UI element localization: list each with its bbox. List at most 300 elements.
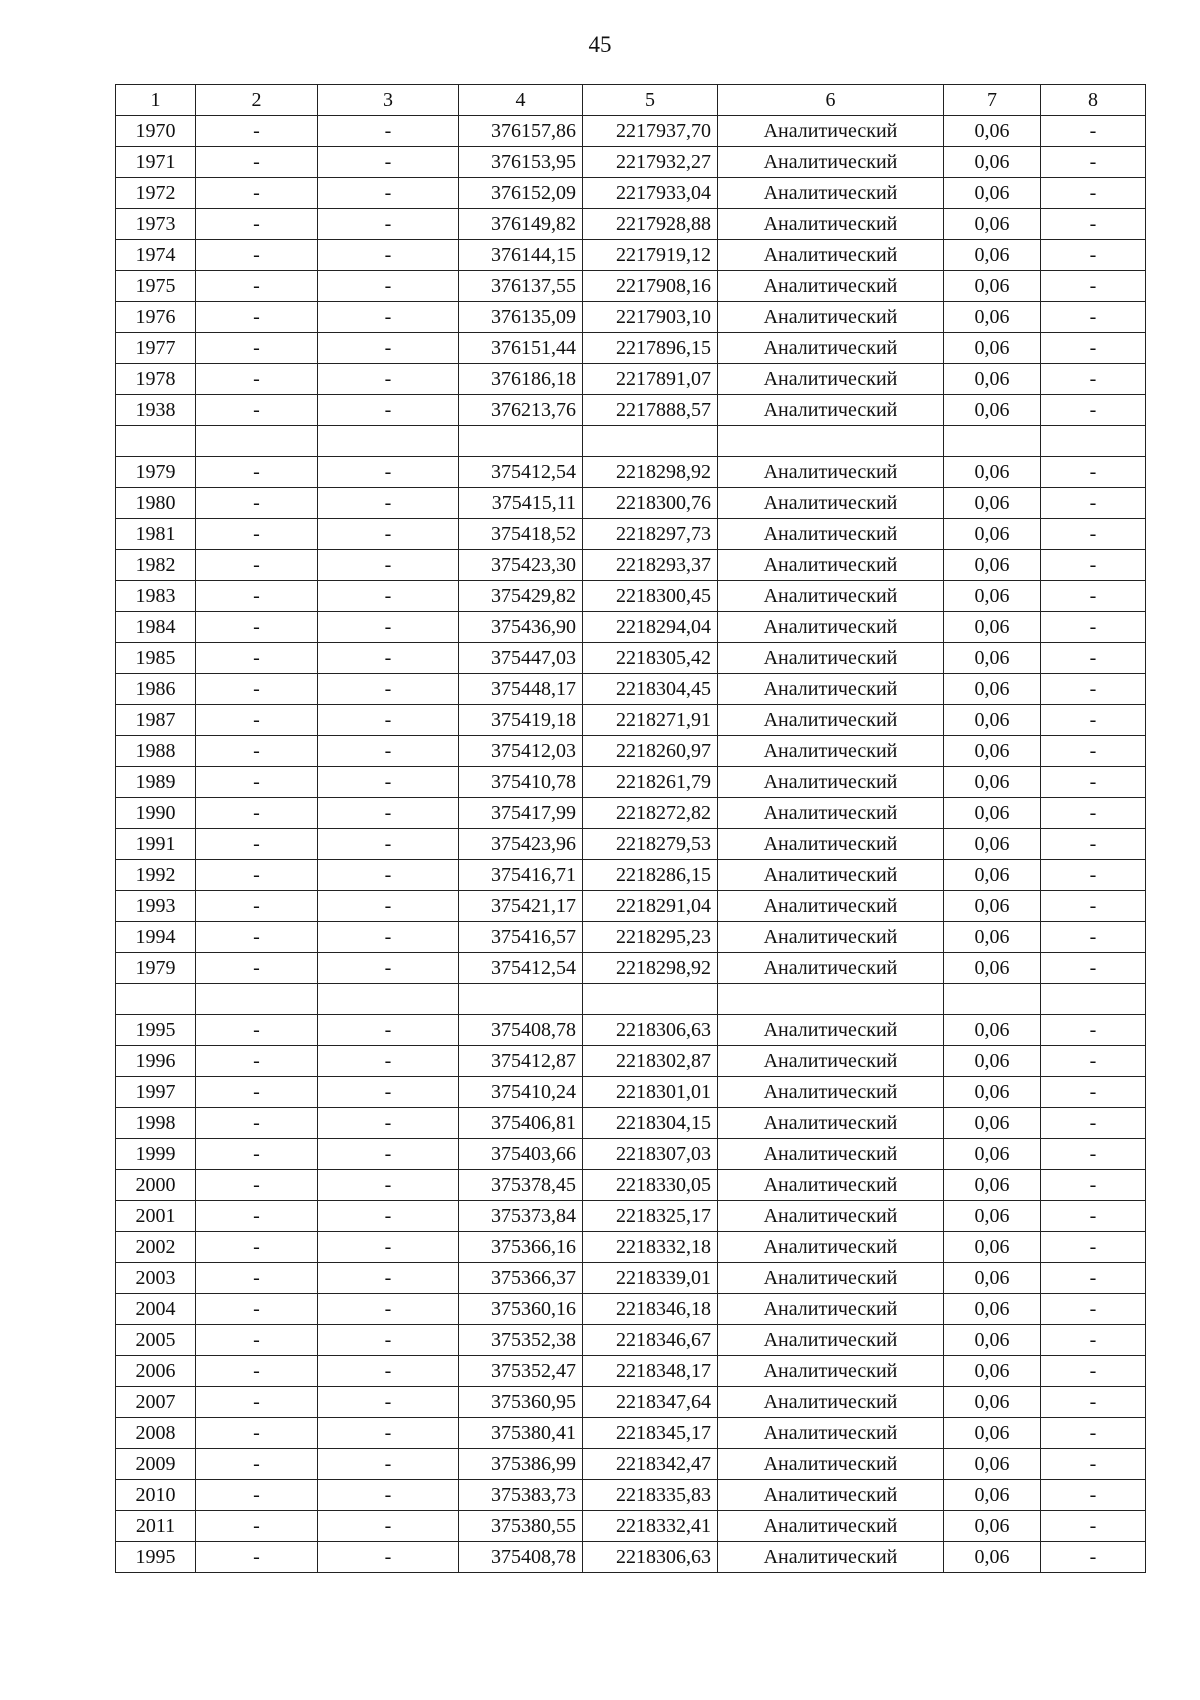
table-cell: - bbox=[318, 1542, 459, 1573]
table-cell: 1995 bbox=[116, 1542, 196, 1573]
table-cell: 1977 bbox=[116, 333, 196, 364]
table-cell: 375383,73 bbox=[459, 1480, 583, 1511]
table-cell: 375417,99 bbox=[459, 798, 583, 829]
table-cell: 1979 bbox=[116, 457, 196, 488]
table-cell: 2217937,70 bbox=[583, 116, 718, 147]
table-cell: 0,06 bbox=[944, 333, 1041, 364]
table-cell: - bbox=[196, 581, 318, 612]
table-cell: Аналитический bbox=[718, 860, 944, 891]
table-cell: Аналитический bbox=[718, 240, 944, 271]
table-cell: - bbox=[1041, 333, 1146, 364]
table-row bbox=[116, 736, 1146, 767]
table-cell: - bbox=[1041, 116, 1146, 147]
table-cell: - bbox=[318, 829, 459, 860]
table-cell: - bbox=[196, 1356, 318, 1387]
table-cell: 375416,57 bbox=[459, 922, 583, 953]
table-cell: 0,06 bbox=[944, 1015, 1041, 1046]
table-cell: 375448,17 bbox=[459, 674, 583, 705]
table-cell: - bbox=[1041, 147, 1146, 178]
table-cell: 1984 bbox=[116, 612, 196, 643]
table-cell: - bbox=[318, 674, 459, 705]
table-cell: - bbox=[196, 767, 318, 798]
table-cell: - bbox=[196, 519, 318, 550]
table-cell: 375423,30 bbox=[459, 550, 583, 581]
table-cell: Аналитический bbox=[718, 488, 944, 519]
table-row bbox=[116, 240, 1146, 271]
table-cell: - bbox=[196, 550, 318, 581]
table-cell: 1986 bbox=[116, 674, 196, 705]
table-cell: 375412,54 bbox=[459, 457, 583, 488]
table-cell: - bbox=[318, 240, 459, 271]
table-cell: 1998 bbox=[116, 1108, 196, 1139]
table-cell: - bbox=[1041, 302, 1146, 333]
table-cell: 375421,17 bbox=[459, 891, 583, 922]
table-cell: 375352,38 bbox=[459, 1325, 583, 1356]
table-cell: Аналитический bbox=[718, 302, 944, 333]
table-cell: 0,06 bbox=[944, 364, 1041, 395]
table-cell: Аналитический bbox=[718, 550, 944, 581]
table-cell: 1995 bbox=[116, 1015, 196, 1046]
table-cell: - bbox=[1041, 922, 1146, 953]
table-cell: Аналитический bbox=[718, 705, 944, 736]
table-cell: 375418,52 bbox=[459, 519, 583, 550]
table-cell: 1980 bbox=[116, 488, 196, 519]
table-cell: 2218294,04 bbox=[583, 612, 718, 643]
table-cell bbox=[116, 984, 196, 1015]
table-cell: Аналитический bbox=[718, 798, 944, 829]
table-cell: - bbox=[318, 612, 459, 643]
table-cell: 1938 bbox=[116, 395, 196, 426]
table-cell: 2217919,12 bbox=[583, 240, 718, 271]
table-cell: 0,06 bbox=[944, 891, 1041, 922]
table-cell: 375447,03 bbox=[459, 643, 583, 674]
table-cell: - bbox=[196, 922, 318, 953]
table-cell: - bbox=[196, 271, 318, 302]
table-cell: 0,06 bbox=[944, 705, 1041, 736]
table-cell: 0,06 bbox=[944, 271, 1041, 302]
table-cell: Аналитический bbox=[718, 736, 944, 767]
table-cell: 376152,09 bbox=[459, 178, 583, 209]
table-row bbox=[116, 302, 1146, 333]
table-cell bbox=[1041, 984, 1146, 1015]
table-cell: - bbox=[318, 798, 459, 829]
table-cell: Аналитический bbox=[718, 953, 944, 984]
table-cell: Аналитический bbox=[718, 395, 944, 426]
table-cell: 2003 bbox=[116, 1263, 196, 1294]
table-cell: 2218346,18 bbox=[583, 1294, 718, 1325]
table-cell: Аналитический bbox=[718, 581, 944, 612]
table-cell: - bbox=[318, 1480, 459, 1511]
column-header: 1 bbox=[116, 85, 196, 116]
table-row bbox=[116, 1201, 1146, 1232]
table-cell: - bbox=[1041, 1015, 1146, 1046]
table-cell: Аналитический bbox=[718, 1108, 944, 1139]
table-cell: - bbox=[196, 488, 318, 519]
table-cell: 2217888,57 bbox=[583, 395, 718, 426]
table-cell: 375408,78 bbox=[459, 1542, 583, 1573]
table-row bbox=[116, 209, 1146, 240]
table-cell: - bbox=[1041, 891, 1146, 922]
table-cell: 0,06 bbox=[944, 550, 1041, 581]
table-row bbox=[116, 1511, 1146, 1542]
table-cell: - bbox=[196, 953, 318, 984]
table-cell: - bbox=[196, 1325, 318, 1356]
table-cell: 2218286,15 bbox=[583, 860, 718, 891]
table-cell: 0,06 bbox=[944, 178, 1041, 209]
table-cell: - bbox=[1041, 209, 1146, 240]
column-header: 5 bbox=[583, 85, 718, 116]
table-cell: 375352,47 bbox=[459, 1356, 583, 1387]
table-cell: Аналитический bbox=[718, 1325, 944, 1356]
table-cell: - bbox=[1041, 767, 1146, 798]
column-header: 3 bbox=[318, 85, 459, 116]
table-cell: 0,06 bbox=[944, 1480, 1041, 1511]
table-cell bbox=[196, 984, 318, 1015]
table-cell: 2010 bbox=[116, 1480, 196, 1511]
table-cell: 2218302,87 bbox=[583, 1046, 718, 1077]
table-cell: 1975 bbox=[116, 271, 196, 302]
table-row bbox=[116, 147, 1146, 178]
table-cell: 1983 bbox=[116, 581, 196, 612]
table-cell: - bbox=[318, 178, 459, 209]
table-cell: 2006 bbox=[116, 1356, 196, 1387]
table-cell: 0,06 bbox=[944, 1387, 1041, 1418]
table-cell: 1988 bbox=[116, 736, 196, 767]
table-cell: - bbox=[1041, 1511, 1146, 1542]
table-cell: - bbox=[318, 147, 459, 178]
table-row bbox=[116, 705, 1146, 736]
table-cell: 2218298,92 bbox=[583, 457, 718, 488]
table-cell: - bbox=[196, 1480, 318, 1511]
table-cell: - bbox=[196, 736, 318, 767]
table-cell: 1976 bbox=[116, 302, 196, 333]
table-cell bbox=[116, 426, 196, 457]
table-cell: 0,06 bbox=[944, 1263, 1041, 1294]
table-row bbox=[116, 519, 1146, 550]
table-cell: Аналитический bbox=[718, 1201, 944, 1232]
column-header: 2 bbox=[196, 85, 318, 116]
table-cell: 375410,78 bbox=[459, 767, 583, 798]
table-cell: 0,06 bbox=[944, 1077, 1041, 1108]
column-header: 7 bbox=[944, 85, 1041, 116]
table-cell: 375373,84 bbox=[459, 1201, 583, 1232]
table-cell: 375412,87 bbox=[459, 1046, 583, 1077]
table-row bbox=[116, 1387, 1146, 1418]
table-cell: 0,06 bbox=[944, 116, 1041, 147]
table-cell: 2218335,83 bbox=[583, 1480, 718, 1511]
table-cell bbox=[318, 984, 459, 1015]
table-cell: 2217928,88 bbox=[583, 209, 718, 240]
table-cell: - bbox=[196, 612, 318, 643]
table-cell: - bbox=[196, 116, 318, 147]
table-cell: 376153,95 bbox=[459, 147, 583, 178]
table-cell: - bbox=[196, 395, 318, 426]
table-cell: - bbox=[1041, 240, 1146, 271]
table-cell: - bbox=[318, 333, 459, 364]
table-cell: - bbox=[318, 1325, 459, 1356]
table-cell: Аналитический bbox=[718, 147, 944, 178]
table-cell: 2218305,42 bbox=[583, 643, 718, 674]
table-cell: 0,06 bbox=[944, 1356, 1041, 1387]
table-cell: 1989 bbox=[116, 767, 196, 798]
table-cell: Аналитический bbox=[718, 1356, 944, 1387]
table-cell: - bbox=[1041, 953, 1146, 984]
table-row bbox=[116, 1294, 1146, 1325]
table-cell: Аналитический bbox=[718, 1263, 944, 1294]
table-row bbox=[116, 674, 1146, 705]
table-row bbox=[116, 364, 1146, 395]
table-cell: - bbox=[196, 178, 318, 209]
table-cell: - bbox=[1041, 1046, 1146, 1077]
table-cell: 1973 bbox=[116, 209, 196, 240]
table-header bbox=[116, 85, 1146, 116]
table-cell: Аналитический bbox=[718, 1511, 944, 1542]
table-cell: - bbox=[318, 1263, 459, 1294]
table-row bbox=[116, 798, 1146, 829]
table-cell: - bbox=[1041, 643, 1146, 674]
table-cell: Аналитический bbox=[718, 1046, 944, 1077]
table-cell: 0,06 bbox=[944, 302, 1041, 333]
table-cell: 1982 bbox=[116, 550, 196, 581]
table-cell: Аналитический bbox=[718, 1418, 944, 1449]
table-cell: 2218347,64 bbox=[583, 1387, 718, 1418]
table-cell: Аналитический bbox=[718, 767, 944, 798]
table-cell: Аналитический bbox=[718, 1170, 944, 1201]
table-cell: 0,06 bbox=[944, 1139, 1041, 1170]
table-cell: - bbox=[1041, 612, 1146, 643]
table-cell: 375406,81 bbox=[459, 1108, 583, 1139]
table-cell: Аналитический bbox=[718, 457, 944, 488]
table-cell: - bbox=[318, 736, 459, 767]
table-cell: 375412,54 bbox=[459, 953, 583, 984]
table-cell: - bbox=[318, 364, 459, 395]
table-cell: 2217932,27 bbox=[583, 147, 718, 178]
table-cell: 2218300,45 bbox=[583, 581, 718, 612]
table-cell: 0,06 bbox=[944, 922, 1041, 953]
table-cell: 0,06 bbox=[944, 457, 1041, 488]
table-body bbox=[116, 116, 1146, 1573]
table-row bbox=[116, 891, 1146, 922]
table-cell: - bbox=[1041, 271, 1146, 302]
table-row bbox=[116, 1418, 1146, 1449]
table-cell: 375408,78 bbox=[459, 1015, 583, 1046]
table-cell: - bbox=[1041, 581, 1146, 612]
coordinates-table bbox=[115, 84, 1146, 1573]
table-cell: 2005 bbox=[116, 1325, 196, 1356]
table-cell: - bbox=[318, 519, 459, 550]
table-row bbox=[116, 116, 1146, 147]
table-cell: Аналитический bbox=[718, 922, 944, 953]
table-cell bbox=[944, 426, 1041, 457]
table-cell: Аналитический bbox=[718, 829, 944, 860]
table-cell: - bbox=[318, 705, 459, 736]
table-cell: 0,06 bbox=[944, 581, 1041, 612]
table-cell: 2004 bbox=[116, 1294, 196, 1325]
table-cell: 2218339,01 bbox=[583, 1263, 718, 1294]
table-cell: 375378,45 bbox=[459, 1170, 583, 1201]
table-cell bbox=[1041, 426, 1146, 457]
table-cell: - bbox=[196, 674, 318, 705]
table-cell: 1985 bbox=[116, 643, 196, 674]
table-cell: 2218295,23 bbox=[583, 922, 718, 953]
table-row bbox=[116, 1046, 1146, 1077]
table-cell: - bbox=[1041, 1108, 1146, 1139]
table-row bbox=[116, 1325, 1146, 1356]
table-cell: 0,06 bbox=[944, 1542, 1041, 1573]
table-cell: 376213,76 bbox=[459, 395, 583, 426]
table-cell: 0,06 bbox=[944, 395, 1041, 426]
table-cell: - bbox=[318, 1046, 459, 1077]
table-cell: 0,06 bbox=[944, 798, 1041, 829]
table-cell: Аналитический bbox=[718, 1387, 944, 1418]
table-cell: - bbox=[318, 1294, 459, 1325]
table-cell: 375366,16 bbox=[459, 1232, 583, 1263]
table-cell: - bbox=[196, 302, 318, 333]
table-cell: - bbox=[196, 1263, 318, 1294]
table-cell: 2218345,17 bbox=[583, 1418, 718, 1449]
table-cell: - bbox=[318, 1356, 459, 1387]
table-cell: 376137,55 bbox=[459, 271, 583, 302]
table-cell: - bbox=[196, 1232, 318, 1263]
table-cell: 2218348,17 bbox=[583, 1356, 718, 1387]
separator-row bbox=[116, 426, 1146, 457]
table-cell: 2218330,05 bbox=[583, 1170, 718, 1201]
table-cell: 375436,90 bbox=[459, 612, 583, 643]
table-cell: 375410,24 bbox=[459, 1077, 583, 1108]
table-cell: - bbox=[318, 457, 459, 488]
table-cell: Аналитический bbox=[718, 891, 944, 922]
table-cell: 2218272,82 bbox=[583, 798, 718, 829]
table-cell: 1970 bbox=[116, 116, 196, 147]
table-cell: 2218304,15 bbox=[583, 1108, 718, 1139]
table-cell: 0,06 bbox=[944, 860, 1041, 891]
table-cell bbox=[459, 984, 583, 1015]
table-cell: Аналитический bbox=[718, 364, 944, 395]
table-row bbox=[116, 1108, 1146, 1139]
table-cell: 2001 bbox=[116, 1201, 196, 1232]
table-cell: 376186,18 bbox=[459, 364, 583, 395]
table-cell: - bbox=[196, 240, 318, 271]
table-cell: 1971 bbox=[116, 147, 196, 178]
table-cell: - bbox=[196, 1511, 318, 1542]
table-cell: - bbox=[318, 953, 459, 984]
table-cell: 2218298,92 bbox=[583, 953, 718, 984]
table-cell: - bbox=[318, 1232, 459, 1263]
table-cell: 0,06 bbox=[944, 736, 1041, 767]
table-cell: - bbox=[318, 1201, 459, 1232]
table-cell: 2218307,03 bbox=[583, 1139, 718, 1170]
table-cell: 2009 bbox=[116, 1449, 196, 1480]
table-cell: 375386,99 bbox=[459, 1449, 583, 1480]
table-cell: Аналитический bbox=[718, 209, 944, 240]
table-cell: 0,06 bbox=[944, 519, 1041, 550]
table-cell: - bbox=[196, 1015, 318, 1046]
column-header: 4 bbox=[459, 85, 583, 116]
separator-row bbox=[116, 984, 1146, 1015]
table-cell: 2217891,07 bbox=[583, 364, 718, 395]
table-cell: 0,06 bbox=[944, 1449, 1041, 1480]
table-cell: 2011 bbox=[116, 1511, 196, 1542]
column-header: 8 bbox=[1041, 85, 1146, 116]
table-cell: Аналитический bbox=[718, 1542, 944, 1573]
table-cell: 375403,66 bbox=[459, 1139, 583, 1170]
table-cell bbox=[718, 426, 944, 457]
table-cell: - bbox=[196, 705, 318, 736]
table-cell: 2218304,45 bbox=[583, 674, 718, 705]
table-cell: - bbox=[1041, 829, 1146, 860]
table-row bbox=[116, 767, 1146, 798]
table-cell: - bbox=[196, 1387, 318, 1418]
table-cell: 1994 bbox=[116, 922, 196, 953]
table-cell: 2217933,04 bbox=[583, 178, 718, 209]
table-row bbox=[116, 922, 1146, 953]
table-cell: 1974 bbox=[116, 240, 196, 271]
table-cell: 1979 bbox=[116, 953, 196, 984]
table-row bbox=[116, 1077, 1146, 1108]
table-row bbox=[116, 860, 1146, 891]
table-cell: 375380,41 bbox=[459, 1418, 583, 1449]
table-cell: 2217908,16 bbox=[583, 271, 718, 302]
table-cell: - bbox=[318, 1077, 459, 1108]
table-cell: 0,06 bbox=[944, 1418, 1041, 1449]
table-cell: - bbox=[196, 1046, 318, 1077]
table-cell: 0,06 bbox=[944, 829, 1041, 860]
table-cell: - bbox=[196, 829, 318, 860]
table-cell: 0,06 bbox=[944, 1511, 1041, 1542]
table-cell: 375380,55 bbox=[459, 1511, 583, 1542]
table-cell: Аналитический bbox=[718, 178, 944, 209]
table-cell: 1997 bbox=[116, 1077, 196, 1108]
table-cell: - bbox=[196, 333, 318, 364]
table-cell: Аналитический bbox=[718, 519, 944, 550]
table-cell: - bbox=[1041, 798, 1146, 829]
table-cell: 0,06 bbox=[944, 147, 1041, 178]
table-cell: - bbox=[1041, 1449, 1146, 1480]
table-cell: - bbox=[318, 302, 459, 333]
table-cell: - bbox=[196, 860, 318, 891]
table-cell bbox=[196, 426, 318, 457]
table-cell: - bbox=[1041, 178, 1146, 209]
table-cell: - bbox=[196, 1108, 318, 1139]
table-cell: 2218261,79 bbox=[583, 767, 718, 798]
table-row bbox=[116, 271, 1146, 302]
table-cell: - bbox=[1041, 705, 1146, 736]
table-cell: 0,06 bbox=[944, 488, 1041, 519]
table-cell: 2002 bbox=[116, 1232, 196, 1263]
table-cell: 2218342,47 bbox=[583, 1449, 718, 1480]
table-cell: - bbox=[196, 1449, 318, 1480]
table-cell: 1999 bbox=[116, 1139, 196, 1170]
table-cell: 2218306,63 bbox=[583, 1542, 718, 1573]
table-row bbox=[116, 488, 1146, 519]
table-cell: Аналитический bbox=[718, 643, 944, 674]
table-row bbox=[116, 1263, 1146, 1294]
table-row bbox=[116, 1139, 1146, 1170]
table-cell: 376149,82 bbox=[459, 209, 583, 240]
table-cell: - bbox=[1041, 1325, 1146, 1356]
table-cell: - bbox=[1041, 395, 1146, 426]
table-cell: - bbox=[318, 767, 459, 798]
table-cell: 375416,71 bbox=[459, 860, 583, 891]
table-cell: - bbox=[1041, 1263, 1146, 1294]
header-row bbox=[116, 85, 1146, 116]
table-cell: 0,06 bbox=[944, 1294, 1041, 1325]
table-cell: 1991 bbox=[116, 829, 196, 860]
table-cell: 0,06 bbox=[944, 1046, 1041, 1077]
table-cell: - bbox=[1041, 550, 1146, 581]
table-cell bbox=[718, 984, 944, 1015]
table-cell: - bbox=[196, 1170, 318, 1201]
